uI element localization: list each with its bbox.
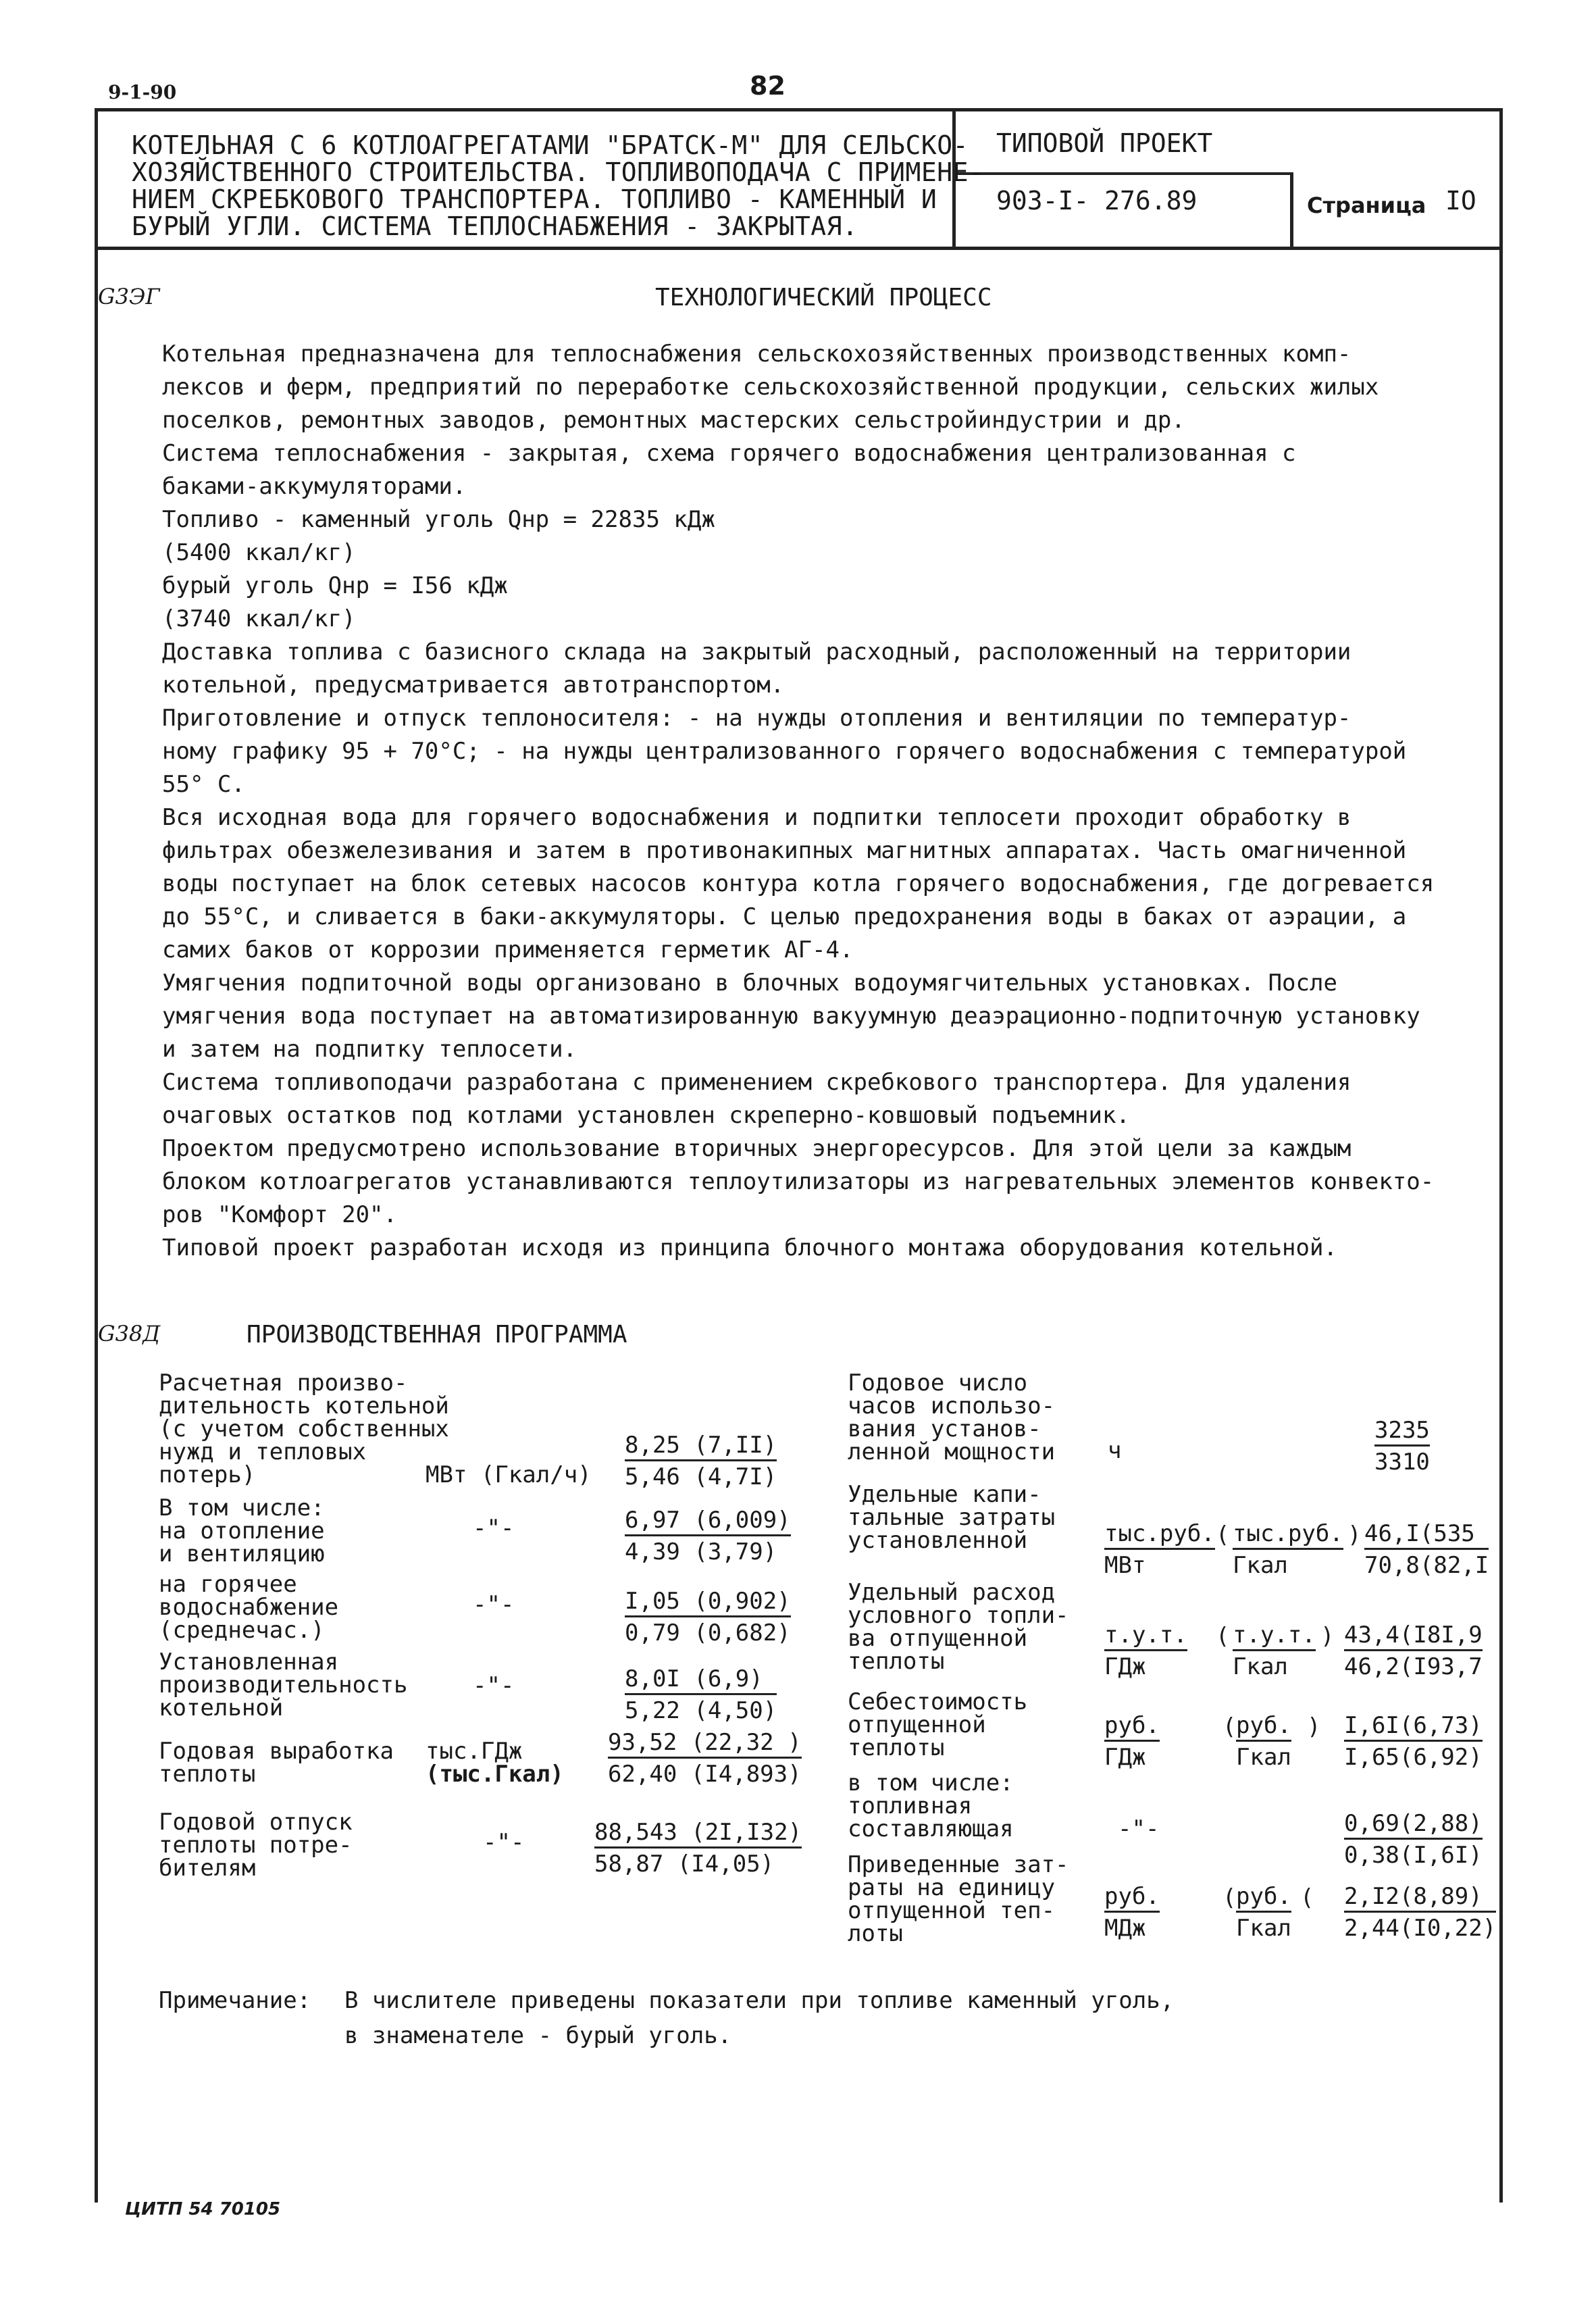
- footer-stamp: ЦИТП 54 70105: [125, 2199, 281, 2219]
- value-fraction: [594, 1821, 802, 1876]
- value-denominator: 46,2(I93,7: [1344, 1653, 1483, 1680]
- unit: -"-: [473, 1515, 515, 1542]
- label-line: лоты: [848, 1920, 903, 1947]
- value-denominator: 3310: [1374, 1449, 1430, 1476]
- label-line: Годовая выработка: [159, 1738, 394, 1765]
- paren-open: (: [1216, 1623, 1230, 1650]
- body-line: котельной, предусматривается автотранспортом.: [162, 672, 785, 699]
- unit-line: (тыс.Гкал): [426, 1761, 564, 1788]
- value-denominator: 5,22 (4,50): [625, 1697, 777, 1724]
- label-line: водоснабжение: [159, 1594, 339, 1621]
- section2-code-stamp: G38Д: [98, 1321, 161, 1347]
- project-code: 903-I- 276.89: [996, 186, 1198, 216]
- value-numerator: 6,97 (6,009): [625, 1509, 791, 1536]
- label-line: бителям: [159, 1855, 256, 1882]
- value-fraction: [1344, 1885, 1496, 1940]
- label-line: Годовое число: [848, 1369, 1028, 1397]
- value-numerator: 43,4(I8I,9: [1344, 1624, 1483, 1651]
- label-line: (среднечас.): [159, 1617, 325, 1644]
- label-line: нужд и тепловых: [159, 1438, 367, 1465]
- body-line: (5400 ккал/кг): [162, 539, 356, 566]
- body-line: Топливо - каменный уголь Qнр = 22835 кДж: [162, 506, 715, 533]
- label-line: тальные затраты: [848, 1504, 1056, 1531]
- label-line: (с учетом собственных: [159, 1415, 449, 1442]
- value-numerator: 8,0I (6,9): [625, 1667, 777, 1695]
- value-fraction: [1344, 1621, 1483, 1680]
- value-fraction: [625, 1434, 777, 1488]
- body-line: Типовой проект разработан исходя из принципа блочного монтажа оборудования котельной.: [162, 1234, 1337, 1261]
- label-line: ва отпущенной: [848, 1625, 1028, 1652]
- value-fraction: [1364, 1522, 1489, 1577]
- right-row-label: [848, 1483, 1055, 1552]
- value-fraction: [1344, 1812, 1483, 1867]
- right-row-label: [848, 1690, 1027, 1759]
- unit-numerator: тыс.руб.: [1233, 1522, 1343, 1550]
- left-row-label: [159, 1740, 394, 1786]
- page-value: IO: [1445, 186, 1476, 216]
- body-line: Приготовление и отпуск теплоносителя: - на нужды отопления и вентиляции по температур-: [162, 705, 1352, 732]
- body-line: Умягчения подпиточной воды организовано в блочных водоумягчительных установках. После: [162, 970, 1337, 997]
- unit: -"-: [483, 1829, 525, 1856]
- unit-numerator: т.у.т.: [1104, 1624, 1187, 1651]
- unit: -"-: [473, 1591, 515, 1618]
- body-line: ров "Комфорт 20".: [162, 1201, 397, 1228]
- unit-fraction: [1104, 1522, 1215, 1577]
- value-denominator: 0,38(I,6I): [1344, 1842, 1483, 1869]
- unit-fraction-alt: [1236, 1714, 1291, 1769]
- label-line: Удельные капи-: [848, 1481, 1041, 1508]
- unit-denominator: Гкал: [1236, 1915, 1291, 1942]
- label-line: условного топли-: [848, 1602, 1069, 1629]
- body-line: воды поступает на блок сетевых насосов контура котла горячего водоснабжения, где догревается: [162, 870, 1435, 897]
- label-line: Удельный расход: [848, 1579, 1056, 1606]
- value-numerator: 3235: [1374, 1419, 1430, 1447]
- page-label: Страница: [1307, 193, 1426, 218]
- left-row-label: [159, 1811, 353, 1880]
- value-numerator: I,05 (0,902): [625, 1590, 791, 1617]
- title-line: БУРЫЙ УГЛИ. СИСТЕМА ТЕПЛОСНАБЖЕНИЯ - ЗАКРЫТАЯ.: [132, 211, 858, 241]
- unit-denominator: ГДж: [1104, 1744, 1146, 1771]
- unit: -"-: [473, 1672, 515, 1699]
- label-line: отпущенной: [848, 1711, 986, 1738]
- label-line: установленной: [848, 1527, 1028, 1554]
- value-fraction: [608, 1731, 802, 1786]
- body-line: фильтрах обезжелезивания и затем в противонакипных магнитных аппаратах. Часть омагниченной: [162, 837, 1407, 864]
- label-line: Расчетная произво-: [159, 1369, 408, 1397]
- body-line: Проектом предусмотрено использование вторичных энергоресурсов. Для этой цели за каждым: [162, 1135, 1352, 1162]
- body-line: лексов и ферм, предприятий по переработке сельскохозяйственной продукции, сельских жилых: [162, 374, 1379, 401]
- body-line: бурый уголь Qнр = I56 кДж: [162, 572, 508, 599]
- value-denominator: 62,40 (I4,893): [608, 1761, 802, 1788]
- label-line: теплоты: [159, 1761, 256, 1788]
- value-numerator: I,6I(6,73): [1344, 1714, 1483, 1742]
- value-denominator: 2,44(I0,22): [1344, 1915, 1497, 1942]
- left-row-label: [159, 1496, 325, 1565]
- right-row-label: [848, 1369, 1056, 1465]
- body-line: баками-аккумуляторами.: [162, 473, 467, 500]
- body-line: блоком котлоагрегатов устанавливаются теплоутилизаторы из нагревательных элементов конвекто-: [162, 1168, 1435, 1195]
- unit: [426, 1740, 564, 1786]
- label-line: производительность: [159, 1671, 408, 1699]
- label-line: Приведенные зат-: [848, 1851, 1069, 1878]
- unit-denominator: Гкал: [1236, 1744, 1291, 1771]
- value-fraction: [1344, 1714, 1483, 1769]
- value-fraction: [625, 1590, 791, 1644]
- note-line-1: В числителе приведены показатели при топливе каменный уголь,: [344, 1987, 1175, 2014]
- label-line: на горячее: [159, 1571, 297, 1598]
- paren-close: ): [1347, 1521, 1362, 1549]
- unit-numerator: руб.: [1104, 1714, 1160, 1742]
- unit-denominator: Гкал: [1233, 1653, 1288, 1680]
- typical-project-label: ТИПОВОЙ ПРОЕКТ: [996, 128, 1213, 158]
- value-denominator: 5,46 (4,7I): [625, 1463, 777, 1490]
- label-line: отпущенной теп-: [848, 1897, 1056, 1924]
- value-numerator: 88,543 (2I,I32): [594, 1821, 802, 1848]
- title-line: КОТЕЛЬНАЯ С 6 КОТЛОАГРЕГАТАМИ "БРАТСК-М" ДЛЯ СЕЛЬСКО-: [132, 130, 969, 160]
- paren-close: ): [1320, 1623, 1335, 1650]
- unit-line: тыс.ГДж: [426, 1738, 523, 1765]
- title-line: ХОЗЯЙСТВЕННОГО СТРОИТЕЛЬСТВА. ТОПЛИВОПОДАЧА С ПРИМЕНЕ-: [132, 157, 985, 187]
- value-denominator: 4,39 (3,79): [625, 1538, 777, 1565]
- unit-fraction-alt: [1236, 1885, 1291, 1940]
- title-line: НИЕМ СКРЕБКОВОГО ТРАНСПОРТЕРА. ТОПЛИВО - КАМЕННЫЙ И: [132, 184, 937, 214]
- body-line: ному графику 95 + 70°С; - на нужды централизованного горячего водоснабжения с температурой: [162, 738, 1407, 765]
- unit-fraction-alt: [1233, 1621, 1316, 1680]
- left-row-label: [159, 1369, 449, 1488]
- label-line: в том числе:: [848, 1769, 1014, 1796]
- body-line: самих баков от коррозии применяется герметик АГ-4.: [162, 936, 854, 963]
- date-stamp: 9-1-90: [108, 81, 177, 103]
- value-numerator: 46,I(535: [1364, 1522, 1489, 1550]
- label-line: котельной: [159, 1694, 284, 1721]
- unit-fraction-alt: [1233, 1522, 1343, 1577]
- section2-title: ПРОИЗВОДСТВЕННАЯ ПРОГРАММА: [247, 1321, 627, 1349]
- value-denominator: 70,8(82,I: [1364, 1552, 1489, 1579]
- unit-denominator: МВт: [1104, 1552, 1146, 1579]
- value-numerator: 2,I2(8,89): [1344, 1885, 1496, 1913]
- value-fraction: [625, 1667, 777, 1722]
- body-line: и затем на подпитку теплосети.: [162, 1036, 577, 1063]
- body-line: Вся исходная вода для горячего водоснабжения и подпитки теплосети проходит обработку в: [162, 804, 1352, 831]
- paren-open-2: (: [1300, 1884, 1314, 1911]
- right-row-label: [848, 1581, 1069, 1673]
- label-line: теплоты потре-: [159, 1832, 353, 1859]
- label-line: теплоты: [848, 1648, 945, 1675]
- note-line-2: в знаменателе - бурый уголь.: [344, 2022, 732, 2049]
- unit-numerator: руб.: [1104, 1885, 1160, 1913]
- page-number: 82: [750, 71, 786, 101]
- value-fraction: [625, 1509, 791, 1563]
- body-line: Доставка топлива с базисного склада на закрытый расходный, расположенный на территории: [162, 638, 1352, 665]
- body-line: Котельная предназначена для теплоснабжения сельскохозяйственных производственных комп-: [162, 341, 1352, 368]
- value-denominator: 58,87 (I4,05): [594, 1851, 775, 1878]
- value-denominator: 0,79 (0,682): [625, 1619, 791, 1646]
- unit: МВт (Гкал/ч): [426, 1461, 592, 1488]
- label-line: вания установ-: [848, 1415, 1041, 1442]
- label-line: теплоты: [848, 1734, 945, 1761]
- body-line: поселков, ремонтных заводов, ремонтных мастерских сельстройиндустрии и др.: [162, 407, 1185, 434]
- label-line: Себестоимость: [848, 1688, 1028, 1715]
- label-line: и вентиляцию: [159, 1540, 325, 1567]
- left-row-label: [159, 1651, 407, 1719]
- body-line: Система теплоснабжения - закрытая, схема горячего водоснабжения централизованная с: [162, 440, 1296, 467]
- note-label: Примечание:: [159, 1987, 311, 2014]
- body-line: умягчения вода поступает на автоматизированную вакуумную деаэрационно-подпиточную установку: [162, 1003, 1420, 1030]
- label-line: Установленная: [159, 1649, 339, 1676]
- unit-fraction: [1104, 1621, 1187, 1680]
- unit-fraction: [1104, 1885, 1160, 1940]
- left-row-label: [159, 1573, 338, 1642]
- label-line: топливная: [848, 1792, 973, 1819]
- unit: ч: [1108, 1437, 1122, 1464]
- value-denominator: I,65(6,92): [1344, 1744, 1483, 1771]
- paren-open: (: [1222, 1713, 1237, 1740]
- label-line: раты на единицу: [848, 1874, 1056, 1901]
- body-line: (3740 ккал/кг): [162, 605, 356, 632]
- label-line: часов использо-: [848, 1392, 1056, 1419]
- label-line: на отопление: [159, 1517, 325, 1544]
- label-line: Годовой отпуск: [159, 1809, 353, 1836]
- label-line: потерь): [159, 1461, 256, 1488]
- right-row-label: [848, 1771, 1014, 1840]
- value-numerator: 0,69(2,88): [1344, 1812, 1483, 1840]
- paren-open: (: [1216, 1521, 1230, 1549]
- unit-fraction: [1104, 1714, 1160, 1769]
- unit-denominator: Гкал: [1233, 1552, 1288, 1579]
- unit-denominator: ГДж: [1104, 1653, 1146, 1680]
- unit-numerator: т.у.т.: [1233, 1624, 1316, 1651]
- label-line: составляющая: [848, 1815, 1014, 1842]
- unit-numerator: руб.: [1236, 1885, 1291, 1913]
- body-line: Система топливоподачи разработана с применением скребкового транспортера. Для удаления: [162, 1069, 1352, 1096]
- body-line: 55° С.: [162, 771, 245, 798]
- unit: -"-: [1118, 1815, 1160, 1842]
- value-fraction: [1374, 1419, 1430, 1474]
- right-row-label: [848, 1853, 1069, 1945]
- value-numerator: 8,25 (7,II): [625, 1434, 777, 1461]
- unit-numerator: тыс.руб.: [1104, 1522, 1215, 1550]
- value-numerator: 93,52 (22,32 ): [608, 1731, 802, 1759]
- label-line: ленной мощности: [848, 1438, 1056, 1465]
- body-line: очаговых остатков под котлами установлен скреперно-ковшовый подъемник.: [162, 1102, 1130, 1129]
- paren-close: ): [1307, 1713, 1321, 1740]
- paren-open: (: [1222, 1884, 1237, 1911]
- label-line: дительность котельной: [159, 1392, 449, 1419]
- body-line: до 55°С, и сливается в баки-аккумуляторы. С целью предохранения воды в баках от аэрации, а: [162, 903, 1407, 930]
- unit-numerator: руб.: [1236, 1714, 1291, 1742]
- label-line: В том числе:: [159, 1494, 325, 1521]
- section1-code-stamp: G3ЭГ: [98, 284, 160, 309]
- unit-denominator: МДж: [1104, 1915, 1146, 1942]
- section1-title: ТЕХНОЛОГИЧЕСКИЙ ПРОЦЕСС: [655, 284, 992, 311]
